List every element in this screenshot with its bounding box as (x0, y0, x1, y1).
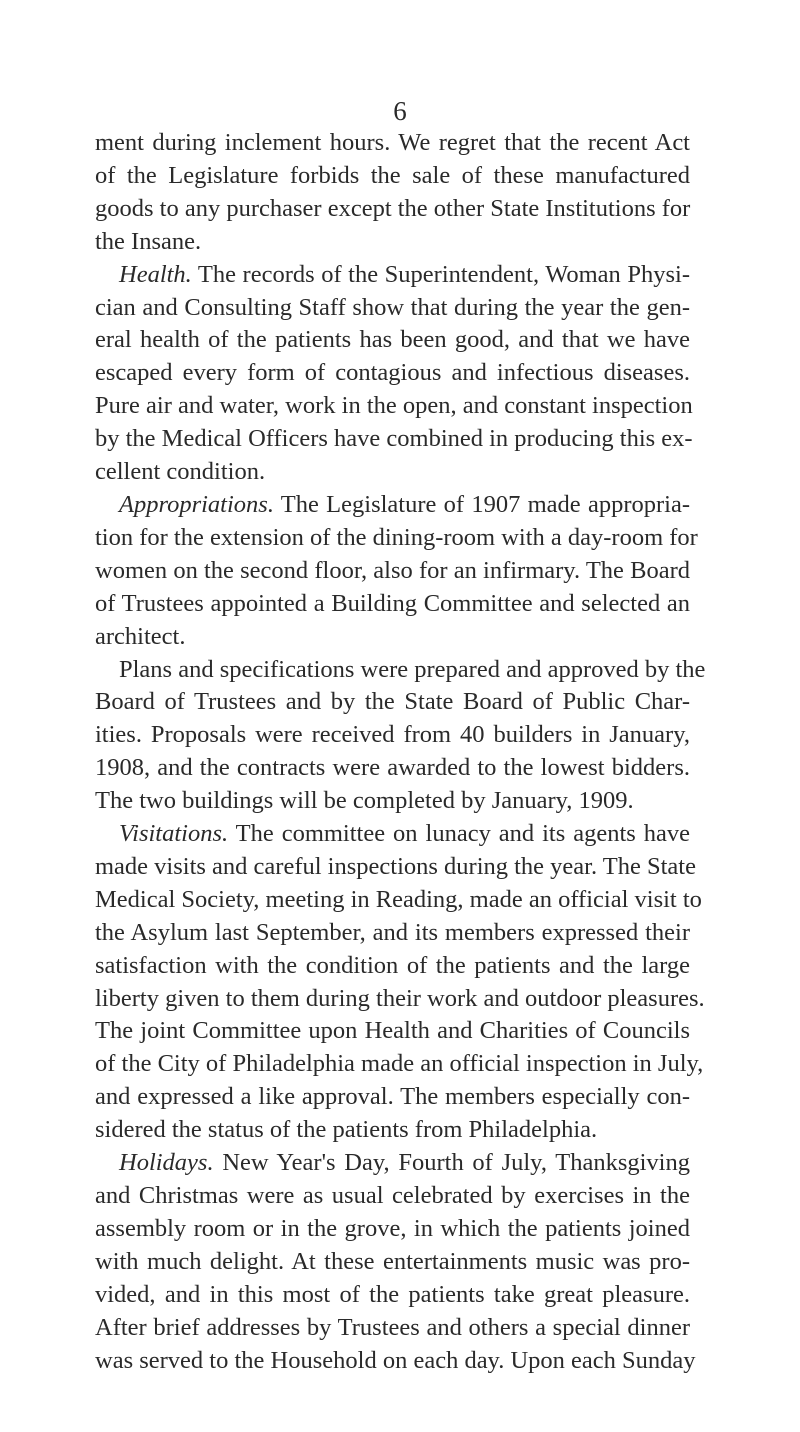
text-line: Board of Trustees and by the State Board of Public Char- (95, 688, 690, 716)
paragraph-plans (95, 654, 706, 819)
text-line (95, 1147, 690, 1180)
text-line: the Insane. (95, 227, 202, 255)
text-line: eral health of the patients has been good, and that we have (95, 326, 690, 354)
paragraph-appropriations (95, 489, 698, 654)
text-line: with much delight. At these entertainments music was pro- (95, 1247, 690, 1275)
paragraph-holidays (95, 1147, 696, 1377)
text-fragment: The records of the Superintendent, Woman Physi- (191, 260, 690, 288)
text-line: cellent condition. (95, 458, 266, 486)
text-fragment: The Legislature of 1907 made appropria- (273, 490, 690, 518)
text-line (95, 818, 690, 851)
text-fragment: New Year's Day, Fourth of July, Thanksgiving (213, 1149, 690, 1177)
paragraph-heading: Appropriations. (119, 490, 274, 518)
text-line: cian and Consulting Staff show that during the year the gen- (95, 293, 690, 321)
text-line: The joint Committee upon Health and Charities of Councils (95, 1017, 690, 1045)
text-line: of Trustees appointed a Building Committee and selected an (95, 589, 690, 617)
text-line: assembly room or in the grove, in which the patients joined (95, 1214, 690, 1242)
page-number: 6 (393, 96, 407, 126)
text-line: tion for the extension of the dining-room with a day-room for (95, 523, 698, 551)
text-line: architect. (95, 622, 186, 650)
text-line (95, 489, 690, 522)
paragraph-heading: Health. (119, 260, 192, 288)
paragraph-visitations (95, 818, 705, 1147)
text-line: was served to the Household on each day. Upon each Sunday (95, 1346, 696, 1374)
text-line: the Asylum last September, and its members expressed their (95, 918, 690, 946)
text-line: ment during inclement hours. We regret that the recent Act (95, 129, 690, 156)
text-line: After brief addresses by Trustees and others a special dinner (95, 1313, 690, 1341)
text-line: Medical Society, meeting in Reading, made an official visit to (95, 885, 702, 913)
text-line: and Christmas were as usual celebrated by exercises in the (95, 1182, 690, 1209)
text-line: vided, and in this most of the patients take great pleasure. (95, 1280, 690, 1308)
paragraph-health (95, 259, 693, 489)
text-line: ities. Proposals were received from 40 builders in January, (95, 721, 690, 749)
text-line: and expressed a like approval. The members especially con- (95, 1083, 690, 1111)
text-line: Pure air and water, work in the open, and constant inspection (95, 392, 693, 420)
paragraph-continuation (95, 127, 690, 259)
text-line: escaped every form of contagious and infectious diseases. (95, 359, 690, 387)
body-text (95, 127, 706, 1377)
text-line: goods to any purchaser except the other State Institutions for (95, 194, 691, 222)
text-line: of the City of Philadelphia made an official inspection in July, (95, 1050, 704, 1078)
text-line: liberty given to them during their work and outdoor pleasures. (95, 984, 705, 1012)
text-line: Plans and specifications were prepared and approved by the (119, 655, 706, 683)
text-line: of the Legislature forbids the sale of these manufactured (95, 161, 690, 189)
text-line (95, 259, 690, 292)
paragraph-heading: Visitations. (119, 820, 229, 848)
text-fragment: The committee on lunacy and its agents have (228, 820, 690, 848)
paragraph-heading: Holidays. (119, 1149, 214, 1177)
text-line: sidered the status of the patients from Philadelphia. (95, 1116, 598, 1144)
text-line: 1908, and the contracts were awarded to the lowest bidders. (95, 754, 690, 782)
text-line: satisfaction with the condition of the patients and the large (95, 951, 690, 979)
text-line: The two buildings will be completed by January, 1909. (95, 787, 634, 815)
text-line: made visits and careful inspections during the year. The State (95, 852, 696, 880)
text-line: by the Medical Officers have combined in producing this ex- (95, 425, 693, 453)
text-line: women on the second floor, also for an infirmary. The Board (95, 556, 690, 584)
